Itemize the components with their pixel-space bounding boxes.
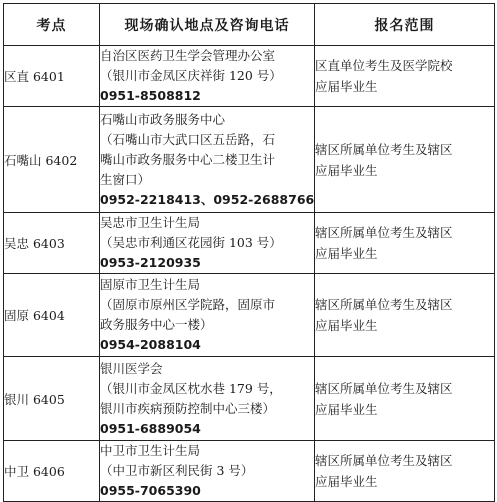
location-cell (100, 357, 315, 441)
phone-number: 0953-2120935 (100, 255, 201, 270)
site-code: 银川 6405 (4, 357, 100, 441)
location-line: 银川医学会 (100, 360, 163, 376)
scope-line: 应届毕业生 (315, 318, 378, 333)
scope-line: 应届毕业生 (315, 246, 378, 261)
phone-number: 0951-8508812 (100, 88, 201, 103)
scope-cell (315, 46, 495, 107)
table-row (4, 213, 495, 274)
scope-line: 区直单位考生及医学院校 (315, 58, 453, 73)
table-row (4, 441, 495, 502)
location-cell (100, 441, 315, 502)
scope-line: 辖区所属单位考生及辖区 (315, 141, 453, 157)
scope-line: 应届毕业生 (315, 162, 378, 178)
location-line: （石嘴山市大武口区五岳路，石 (100, 131, 276, 147)
location-line: （银川市金凤区枕水巷 179 号， (100, 380, 282, 396)
location-cell (100, 46, 315, 107)
scope-line: 辖区所属单位考生及辖区 (315, 297, 453, 312)
scope-line: 辖区所属单位考生及辖区 (315, 380, 453, 396)
phone-number: 0952-2218413、0952-2688766 (100, 191, 315, 207)
phone-number: 0951-6889054 (100, 420, 201, 436)
table-row (4, 107, 495, 213)
phone-number: 0954-2088104 (100, 337, 201, 352)
location-line: 石嘴山市政务服务中心 (100, 111, 226, 127)
location-line: 政务服务中心一楼） (100, 317, 213, 332)
scope-cell (315, 441, 495, 502)
location-cell (100, 213, 315, 274)
location-line: 中卫市卫生计生局 (100, 443, 201, 458)
location-line: 自治区医药卫生学会管理办公室 (100, 48, 276, 63)
location-cell (100, 274, 315, 357)
location-line: 银川市疾病预防控制中心三楼） (100, 400, 276, 416)
table-row (4, 46, 495, 107)
site-code: 区直 6401 (4, 46, 100, 107)
header-row (4, 4, 495, 46)
scope-cell (315, 274, 495, 357)
table-row (4, 274, 495, 357)
scope-line: 辖区所属单位考生及辖区 (315, 225, 453, 240)
location-line: （固原市原州区学院路，固原市 (100, 297, 276, 312)
site-code: 吴忠 6403 (4, 213, 100, 274)
scope-line: 辖区所属单位考生及辖区 (315, 453, 453, 468)
site-code: 石嘴山 6402 (4, 107, 100, 213)
location-line: 吴忠市卫生计生局 (100, 215, 201, 230)
location-line: 固原市卫生计生局 (100, 277, 201, 292)
table-row (4, 357, 495, 441)
location-cell (100, 107, 315, 213)
header-scope: 报名范围 (315, 4, 495, 46)
location-line: （中卫市新区利民街 3 号） (100, 463, 254, 478)
site-code: 固原 6404 (4, 274, 100, 357)
header-site: 考点 (4, 4, 100, 46)
scope-line: 应届毕业生 (315, 79, 378, 94)
scope-cell (315, 213, 495, 274)
location-line: 嘴山市政务服务中心二楼卫生计 (100, 151, 276, 167)
site-code: 中卫 6406 (4, 441, 100, 502)
header-location: 现场确认地点及咨询电话 (100, 4, 315, 46)
scope-line: 应届毕业生 (315, 401, 378, 417)
location-line: （银川市金凤区庆祥街 120 号） (100, 68, 282, 83)
phone-number: 0955-7065390 (100, 483, 201, 498)
registration-sites-table (3, 3, 495, 502)
location-line: 生窗口） (100, 171, 151, 187)
location-line: （吴忠市利通区花园街 103 号） (100, 235, 282, 250)
scope-line: 应届毕业生 (315, 474, 378, 489)
scope-cell (315, 107, 495, 213)
scope-cell (315, 357, 495, 441)
